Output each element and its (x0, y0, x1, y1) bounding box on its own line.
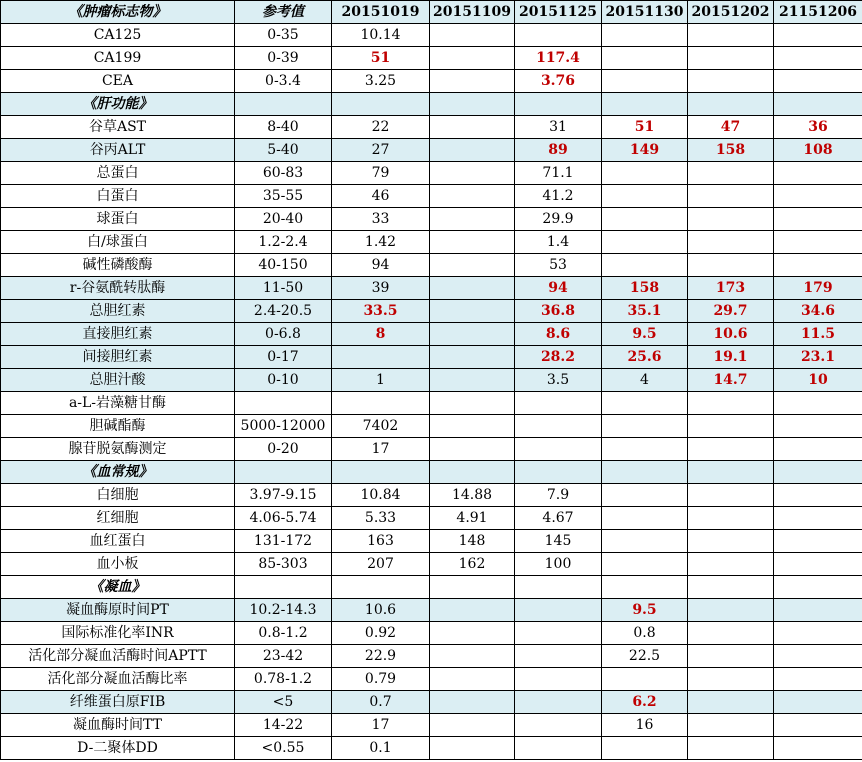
value-cell: 29.9 (515, 208, 602, 231)
value-cell: 25.6 (602, 346, 688, 369)
test-name-cell: 谷草AST (1, 116, 235, 139)
value-cell (602, 392, 688, 415)
value-cell (430, 162, 515, 185)
value-cell: 8 (332, 323, 430, 346)
table-row (1, 254, 862, 277)
value-cell (515, 461, 602, 484)
value-cell (332, 346, 430, 369)
table-row (1, 116, 862, 139)
value-cell (688, 507, 774, 530)
value-cell: 179 (774, 277, 862, 300)
value-cell (602, 93, 688, 116)
value-cell: 94 (515, 277, 602, 300)
value-cell: 10.6 (332, 599, 430, 622)
value-cell (774, 415, 862, 438)
table-row (1, 47, 862, 70)
reference-range-cell: 0-39 (235, 47, 332, 70)
value-cell (774, 714, 862, 737)
table-row (1, 185, 862, 208)
value-cell (430, 277, 515, 300)
value-cell (774, 461, 862, 484)
value-cell (688, 530, 774, 553)
value-cell (602, 415, 688, 438)
reference-range-cell: 5000-12000 (235, 415, 332, 438)
value-cell: 23.1 (774, 346, 862, 369)
value-cell (430, 185, 515, 208)
reference-range-cell: 35-55 (235, 185, 332, 208)
value-cell (430, 415, 515, 438)
value-cell: 36 (774, 116, 862, 139)
value-cell: 158 (688, 139, 774, 162)
value-cell: 100 (515, 553, 602, 576)
value-cell (774, 24, 862, 47)
value-cell (430, 323, 515, 346)
value-cell (602, 576, 688, 599)
table-row (1, 139, 862, 162)
value-cell (688, 208, 774, 231)
value-cell (430, 208, 515, 231)
value-cell (602, 162, 688, 185)
value-cell (774, 185, 862, 208)
value-cell: 22 (332, 116, 430, 139)
value-cell: 89 (515, 139, 602, 162)
value-cell: 35.1 (602, 300, 688, 323)
value-cell: 10 (774, 369, 862, 392)
test-name-cell: 凝血酶原时间PT (1, 599, 235, 622)
value-cell (332, 461, 430, 484)
test-name-cell: 腺苷脱氨酶测定 (1, 438, 235, 461)
value-cell (430, 737, 515, 760)
value-cell (602, 737, 688, 760)
table-row (1, 599, 862, 622)
value-cell: 173 (688, 277, 774, 300)
table-row (1, 507, 862, 530)
value-cell: 16 (602, 714, 688, 737)
header-cell-date: 20151125 (515, 1, 602, 24)
value-cell (430, 254, 515, 277)
value-cell (515, 668, 602, 691)
table-row (1, 714, 862, 737)
table-row (1, 553, 862, 576)
value-cell: 163 (332, 530, 430, 553)
table-row (1, 415, 862, 438)
value-cell (515, 622, 602, 645)
value-cell: 14.7 (688, 369, 774, 392)
value-cell: 31 (515, 116, 602, 139)
section-title: 《肝功能》 (1, 93, 235, 116)
value-cell (602, 208, 688, 231)
value-cell: 117.4 (515, 47, 602, 70)
value-cell (515, 714, 602, 737)
reference-range-cell: 3.97-9.15 (235, 484, 332, 507)
value-cell (332, 576, 430, 599)
value-cell (774, 530, 862, 553)
value-cell (602, 438, 688, 461)
value-cell: 39 (332, 277, 430, 300)
value-cell (515, 737, 602, 760)
value-cell: 51 (602, 116, 688, 139)
value-cell: 162 (430, 553, 515, 576)
value-cell: 0.79 (332, 668, 430, 691)
value-cell (515, 438, 602, 461)
value-cell: 145 (515, 530, 602, 553)
value-cell (515, 645, 602, 668)
value-cell: 79 (332, 162, 430, 185)
test-name-cell: 白蛋白 (1, 185, 235, 208)
value-cell: 149 (602, 139, 688, 162)
reference-range-cell (235, 93, 332, 116)
table-row (1, 668, 862, 691)
test-name-cell: 直接胆红素 (1, 323, 235, 346)
reference-range-cell: 5-40 (235, 139, 332, 162)
value-cell (430, 576, 515, 599)
value-cell (774, 438, 862, 461)
value-cell (430, 599, 515, 622)
value-cell (688, 599, 774, 622)
value-cell (688, 93, 774, 116)
value-cell (515, 24, 602, 47)
value-cell (602, 530, 688, 553)
value-cell (602, 668, 688, 691)
value-cell (688, 576, 774, 599)
value-cell (688, 737, 774, 760)
table-row (1, 277, 862, 300)
value-cell (688, 691, 774, 714)
table-row (1, 691, 862, 714)
header-cell-date: 20151130 (602, 1, 688, 24)
value-cell (430, 438, 515, 461)
value-cell (688, 668, 774, 691)
value-cell: 8.6 (515, 323, 602, 346)
reference-range-cell: 4.06-5.74 (235, 507, 332, 530)
value-cell: 51 (332, 47, 430, 70)
test-name-cell: 红细胞 (1, 507, 235, 530)
table-body (1, 24, 862, 760)
value-cell: 47 (688, 116, 774, 139)
value-cell (688, 231, 774, 254)
value-cell (602, 185, 688, 208)
value-cell (430, 691, 515, 714)
test-name-cell: D-二聚体DD (1, 737, 235, 760)
value-cell (774, 162, 862, 185)
value-cell (515, 415, 602, 438)
value-cell: 3.5 (515, 369, 602, 392)
table-row (1, 484, 862, 507)
section-row (1, 93, 862, 116)
test-name-cell: 国际标准化率INR (1, 622, 235, 645)
table-row (1, 70, 862, 93)
value-cell (688, 484, 774, 507)
value-cell: 94 (332, 254, 430, 277)
value-cell: 148 (430, 530, 515, 553)
value-cell (430, 139, 515, 162)
value-cell (688, 185, 774, 208)
value-cell (688, 622, 774, 645)
reference-range-cell: 8-40 (235, 116, 332, 139)
value-cell: 4 (602, 369, 688, 392)
value-cell: 1.42 (332, 231, 430, 254)
value-cell: 33 (332, 208, 430, 231)
value-cell (774, 737, 862, 760)
value-cell (774, 691, 862, 714)
test-name-cell: CA125 (1, 24, 235, 47)
value-cell: 36.8 (515, 300, 602, 323)
value-cell: 29.7 (688, 300, 774, 323)
reference-range-cell: 131-172 (235, 530, 332, 553)
table-row (1, 162, 862, 185)
test-name-cell: 总胆汁酸 (1, 369, 235, 392)
value-cell (430, 70, 515, 93)
value-cell (774, 622, 862, 645)
value-cell: 53 (515, 254, 602, 277)
value-cell (430, 93, 515, 116)
reference-range-cell (235, 576, 332, 599)
value-cell: 9.5 (602, 323, 688, 346)
reference-range-cell: 0.78-1.2 (235, 668, 332, 691)
value-cell (430, 300, 515, 323)
value-cell (430, 645, 515, 668)
value-cell: 7.9 (515, 484, 602, 507)
header-cell-date: 21151206 (774, 1, 862, 24)
test-name-cell: 谷丙ALT (1, 139, 235, 162)
value-cell: 4.67 (515, 507, 602, 530)
value-cell (774, 484, 862, 507)
reference-range-cell (235, 392, 332, 415)
reference-range-cell: 0-10 (235, 369, 332, 392)
header-cell-reference: 参考值 (235, 1, 332, 24)
reference-range-cell: 11-50 (235, 277, 332, 300)
value-cell: 5.33 (332, 507, 430, 530)
value-cell (602, 47, 688, 70)
value-cell (430, 392, 515, 415)
value-cell (688, 162, 774, 185)
value-cell (515, 392, 602, 415)
test-name-cell: 白/球蛋白 (1, 231, 235, 254)
value-cell (515, 691, 602, 714)
value-cell (602, 24, 688, 47)
value-cell (774, 231, 862, 254)
value-cell (688, 438, 774, 461)
test-name-cell: r-谷氨酰转肽酶 (1, 277, 235, 300)
value-cell: 6.2 (602, 691, 688, 714)
reference-range-cell: 20-40 (235, 208, 332, 231)
value-cell: 17 (332, 714, 430, 737)
value-cell (688, 47, 774, 70)
test-name-cell: 球蛋白 (1, 208, 235, 231)
reference-range-cell: 0.8-1.2 (235, 622, 332, 645)
test-name-cell: 血红蛋白 (1, 530, 235, 553)
header-cell-date: 20151109 (430, 1, 515, 24)
value-cell (774, 645, 862, 668)
table-row (1, 438, 862, 461)
reference-range-cell: 2.4-20.5 (235, 300, 332, 323)
value-cell (688, 714, 774, 737)
value-cell (602, 484, 688, 507)
reference-range-cell: 40-150 (235, 254, 332, 277)
table-row (1, 392, 862, 415)
value-cell: 3.25 (332, 70, 430, 93)
value-cell (430, 116, 515, 139)
section-title: 《凝血》 (1, 576, 235, 599)
value-cell (430, 369, 515, 392)
value-cell (430, 231, 515, 254)
value-cell (774, 70, 862, 93)
value-cell: 33.5 (332, 300, 430, 323)
table-row (1, 323, 862, 346)
reference-range-cell: 0-3.4 (235, 70, 332, 93)
test-name-cell: 白细胞 (1, 484, 235, 507)
reference-range-cell: <5 (235, 691, 332, 714)
reference-range-cell: 60-83 (235, 162, 332, 185)
header-cell-date: 20151202 (688, 1, 774, 24)
value-cell (430, 461, 515, 484)
value-cell (774, 392, 862, 415)
value-cell (430, 24, 515, 47)
value-cell: 10.14 (332, 24, 430, 47)
value-cell: 207 (332, 553, 430, 576)
value-cell: 3.76 (515, 70, 602, 93)
value-cell (774, 507, 862, 530)
value-cell (774, 93, 862, 116)
reference-range-cell: 0-6.8 (235, 323, 332, 346)
table-row (1, 645, 862, 668)
value-cell (430, 346, 515, 369)
value-cell: 7402 (332, 415, 430, 438)
value-cell: 0.92 (332, 622, 430, 645)
value-cell: 27 (332, 139, 430, 162)
test-name-cell: 纤维蛋白原FIB (1, 691, 235, 714)
reference-range-cell (235, 461, 332, 484)
value-cell: 17 (332, 438, 430, 461)
value-cell: 0.1 (332, 737, 430, 760)
value-cell (430, 47, 515, 70)
reference-range-cell: 23-42 (235, 645, 332, 668)
value-cell (688, 392, 774, 415)
value-cell: 22.9 (332, 645, 430, 668)
value-cell (688, 70, 774, 93)
table-row (1, 530, 862, 553)
value-cell (688, 24, 774, 47)
table-row (1, 737, 862, 760)
value-cell: 19.1 (688, 346, 774, 369)
value-cell: 11.5 (774, 323, 862, 346)
value-cell (332, 392, 430, 415)
value-cell (602, 70, 688, 93)
value-cell (430, 714, 515, 737)
value-cell: 10.6 (688, 323, 774, 346)
value-cell: 10.84 (332, 484, 430, 507)
section-row (1, 576, 862, 599)
test-name-cell: 活化部分凝血活酶时间APTT (1, 645, 235, 668)
value-cell: 14.88 (430, 484, 515, 507)
table-row (1, 231, 862, 254)
reference-range-cell: 1.2-2.4 (235, 231, 332, 254)
section-title: 《血常规》 (1, 461, 235, 484)
value-cell (332, 93, 430, 116)
value-cell (602, 231, 688, 254)
test-name-cell: CA199 (1, 47, 235, 70)
value-cell (688, 254, 774, 277)
table-row (1, 369, 862, 392)
reference-range-cell: 85-303 (235, 553, 332, 576)
value-cell: 158 (602, 277, 688, 300)
value-cell (774, 47, 862, 70)
value-cell (515, 576, 602, 599)
value-cell: 28.2 (515, 346, 602, 369)
table-row (1, 208, 862, 231)
reference-range-cell: 0-20 (235, 438, 332, 461)
value-cell (688, 645, 774, 668)
value-cell (430, 668, 515, 691)
header-cell-date: 20151019 (332, 1, 430, 24)
value-cell (688, 461, 774, 484)
test-name-cell: 总胆红素 (1, 300, 235, 323)
value-cell (774, 208, 862, 231)
reference-range-cell: 0-17 (235, 346, 332, 369)
table-row (1, 300, 862, 323)
header-row (1, 1, 862, 24)
value-cell (774, 553, 862, 576)
table-row (1, 622, 862, 645)
value-cell (515, 93, 602, 116)
test-name-cell: 活化部分凝血活酶比率 (1, 668, 235, 691)
value-cell (602, 254, 688, 277)
value-cell (774, 668, 862, 691)
table-row (1, 346, 862, 369)
value-cell: 1.4 (515, 231, 602, 254)
test-name-cell: 间接胆红素 (1, 346, 235, 369)
test-name-cell: 碱性磷酸酶 (1, 254, 235, 277)
reference-range-cell: <0.55 (235, 737, 332, 760)
test-name-cell: a-L-岩藻糖甘酶 (1, 392, 235, 415)
value-cell (430, 622, 515, 645)
value-cell: 71.1 (515, 162, 602, 185)
value-cell (688, 553, 774, 576)
value-cell (688, 415, 774, 438)
value-cell: 41.2 (515, 185, 602, 208)
reference-range-cell: 0-35 (235, 24, 332, 47)
value-cell (774, 576, 862, 599)
test-name-cell: 胆碱酯酶 (1, 415, 235, 438)
value-cell: 108 (774, 139, 862, 162)
value-cell: 9.5 (602, 599, 688, 622)
value-cell (515, 599, 602, 622)
section-row (1, 461, 862, 484)
value-cell: 0.8 (602, 622, 688, 645)
value-cell: 22.5 (602, 645, 688, 668)
table-row (1, 24, 862, 47)
value-cell: 1 (332, 369, 430, 392)
value-cell (774, 599, 862, 622)
value-cell (602, 507, 688, 530)
value-cell (774, 254, 862, 277)
test-name-cell: 血小板 (1, 553, 235, 576)
test-name-cell: 凝血酶时间TT (1, 714, 235, 737)
value-cell: 46 (332, 185, 430, 208)
value-cell: 34.6 (774, 300, 862, 323)
test-name-cell: 总蛋白 (1, 162, 235, 185)
header-cell-section: 《肿瘤标志物》 (1, 1, 235, 24)
test-name-cell: CEA (1, 70, 235, 93)
value-cell (602, 553, 688, 576)
value-cell (602, 461, 688, 484)
reference-range-cell: 10.2-14.3 (235, 599, 332, 622)
value-cell: 4.91 (430, 507, 515, 530)
reference-range-cell: 14-22 (235, 714, 332, 737)
value-cell: 0.7 (332, 691, 430, 714)
